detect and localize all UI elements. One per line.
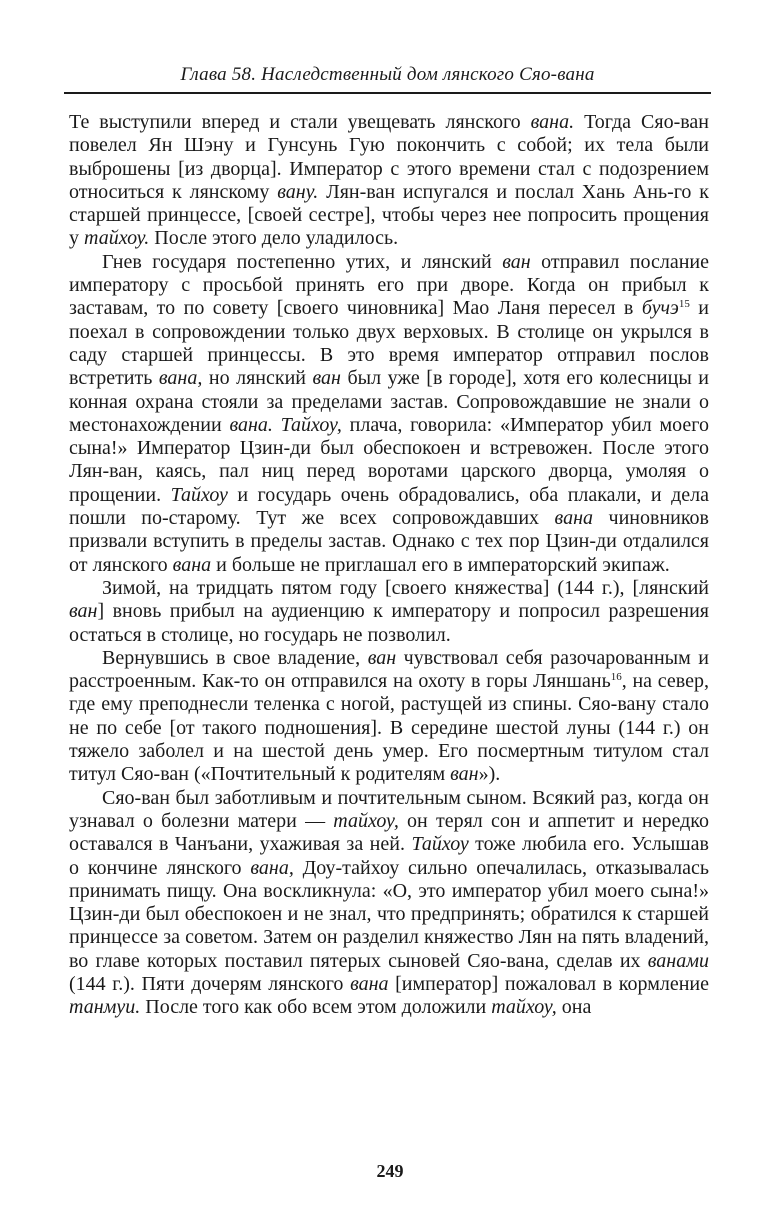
italic-term: ван [450, 763, 479, 786]
italic-term: тайхоу, [491, 996, 557, 1019]
text-run: она [556, 996, 592, 1019]
paragraph [69, 111, 709, 251]
italic-term: вана [554, 507, 594, 530]
body-text [69, 111, 709, 1020]
text-run: чувствовал себя разочарованным и расстроенным. Как-то он отправился на охоту в горы Ляншань [69, 646, 709, 693]
italic-term: Тайхоу [411, 833, 469, 856]
text-run: но лянский [202, 367, 313, 390]
italic-term: Тайхоу [170, 483, 228, 506]
italic-term: вана, [250, 856, 294, 879]
running-header: Глава 58. Наследственный дом лянского Сяо-вана [180, 64, 595, 85]
italic-term: вану. [277, 180, 319, 203]
text-run: и больше не приглашал его в императорский экипаж. [211, 553, 670, 576]
footnote-marker: 15 [678, 298, 690, 311]
text-run: »). [478, 763, 501, 786]
text-run: Зимой, на тридцать пятом году [своего княжества] (144 г.), [лянский [102, 576, 709, 599]
header-rule [64, 92, 711, 94]
text-run: Доу-тайхоу сильно опечалилась, отказывалась принимать пищу. Она воскликнула: «О, это император убил моего сына!» Цзин-ди был обеспокоен и не знал, что предпринять; обратился к старшей принцессе за советом. Затем он разделил княжество Лян на пять владений, во главе которых поставил пятерых сыновей Сяо-вана, сделав их [69, 856, 709, 972]
italic-term: ван [367, 646, 397, 669]
paragraph [69, 787, 709, 1020]
italic-term: вана. [530, 111, 575, 133]
text-run: После этого дело уладилось. [149, 227, 399, 250]
paragraph [69, 647, 709, 787]
paragraph [69, 577, 709, 647]
text-run: тоже любила его. Услышав о кончине лянского [69, 833, 709, 879]
text-run: (144 г.). Пяти дочерям лянского [69, 972, 351, 995]
page-number: 249 [376, 1161, 404, 1181]
text-run: отправил послание императору с просьбой принять его при дворе. Когда он прибыл к заставам, то по совету [своего чиновника] Мао Ланя пересел в [69, 250, 710, 320]
italic-term: ван [502, 250, 531, 273]
text-run: Сяо-ван был заботливым и почтительным сыном. Всякий раз, когда он узнавал о болезни матери — [69, 786, 709, 832]
italic-term: тайхоу, [333, 809, 399, 832]
italic-term: вана. Тайхоу, [229, 413, 342, 436]
text-run: Лян-ван испугался и послал Хань Ань-го к старшей принцессе, [своей сестре], чтобы через нее попросить прощения у [69, 180, 709, 250]
text-run: чиновников призвали вступить в пределы застав. Однако с тех пор Цзин-ди отдалился от лянского [69, 507, 709, 576]
text-run: плача, говорила: «Император убил моего сына!» Император Цзин-ди был обеспокоен и встревожен. После этого Лян-ван, каясь, пал ниц перед воротами царского дворца, умоляя о прощении. [69, 413, 710, 506]
italic-term: вана [350, 972, 389, 995]
text-run: был уже [в городе], хотя его колесницы и конная охрана стояли за пределами застав. Сопровождавшие не знали о местонахождении [69, 367, 709, 436]
text-run: [император] пожаловал в кормление [388, 972, 710, 995]
italic-term: вана [172, 553, 212, 576]
text-run: и поехал в сопровождении только двух верховых. В столице он укрылся в саду старшей принцессы. В это время император отправил послов встретить [69, 297, 709, 390]
paragraph [69, 251, 709, 577]
text-run: После того как обо всем этом доложили [140, 996, 492, 1019]
italic-term: ван [312, 367, 341, 390]
italic-term: ван [69, 600, 98, 623]
text-run: он терял сон и аппетит и нередко оставался в Чанъани, ухаживая за ней. [69, 809, 709, 856]
italic-term: ванами [647, 949, 709, 972]
italic-term: танмуи. [69, 996, 141, 1019]
footnote-marker: 16 [610, 671, 622, 684]
text-run: Тогда Сяо-ван повелел Ян Шэну и Гунсунь Гую покончить с собой; их тела были выброшены [из дворца]. Император с этого времени стал с подозрением относиться к лянскому [69, 111, 709, 203]
italic-term: тайхоу. [84, 227, 150, 250]
text-run: Гнев государя постепенно утих, и лянский [102, 250, 503, 273]
text-run: ] вновь прибыл на аудиенцию к императору и попросил разрешения остаться в столице, но государь не позволил. [69, 600, 709, 646]
italic-term: вана, [158, 367, 203, 390]
text-run: Те выступили вперед и стали увещевать лянского [69, 111, 531, 133]
text-run: и государь очень обрадовались, оба плакали, и дела пошли по-старому. Тут же всех сопровождавших [69, 483, 709, 530]
text-run: Вернувшись в свое владение, [102, 646, 368, 669]
text-run: , на север, где ему преподнесли теленка с ногой, растущей из спины. Сяо-вану стало не по себе [от такого подношения]. В середине шестой луны (144 г.) он тяжело заболел и на шестой день умер. Его посмертным титулом стал титул Сяо-ван («Почтительный к родителям [69, 670, 710, 786]
italic-term: бучэ [641, 297, 679, 320]
